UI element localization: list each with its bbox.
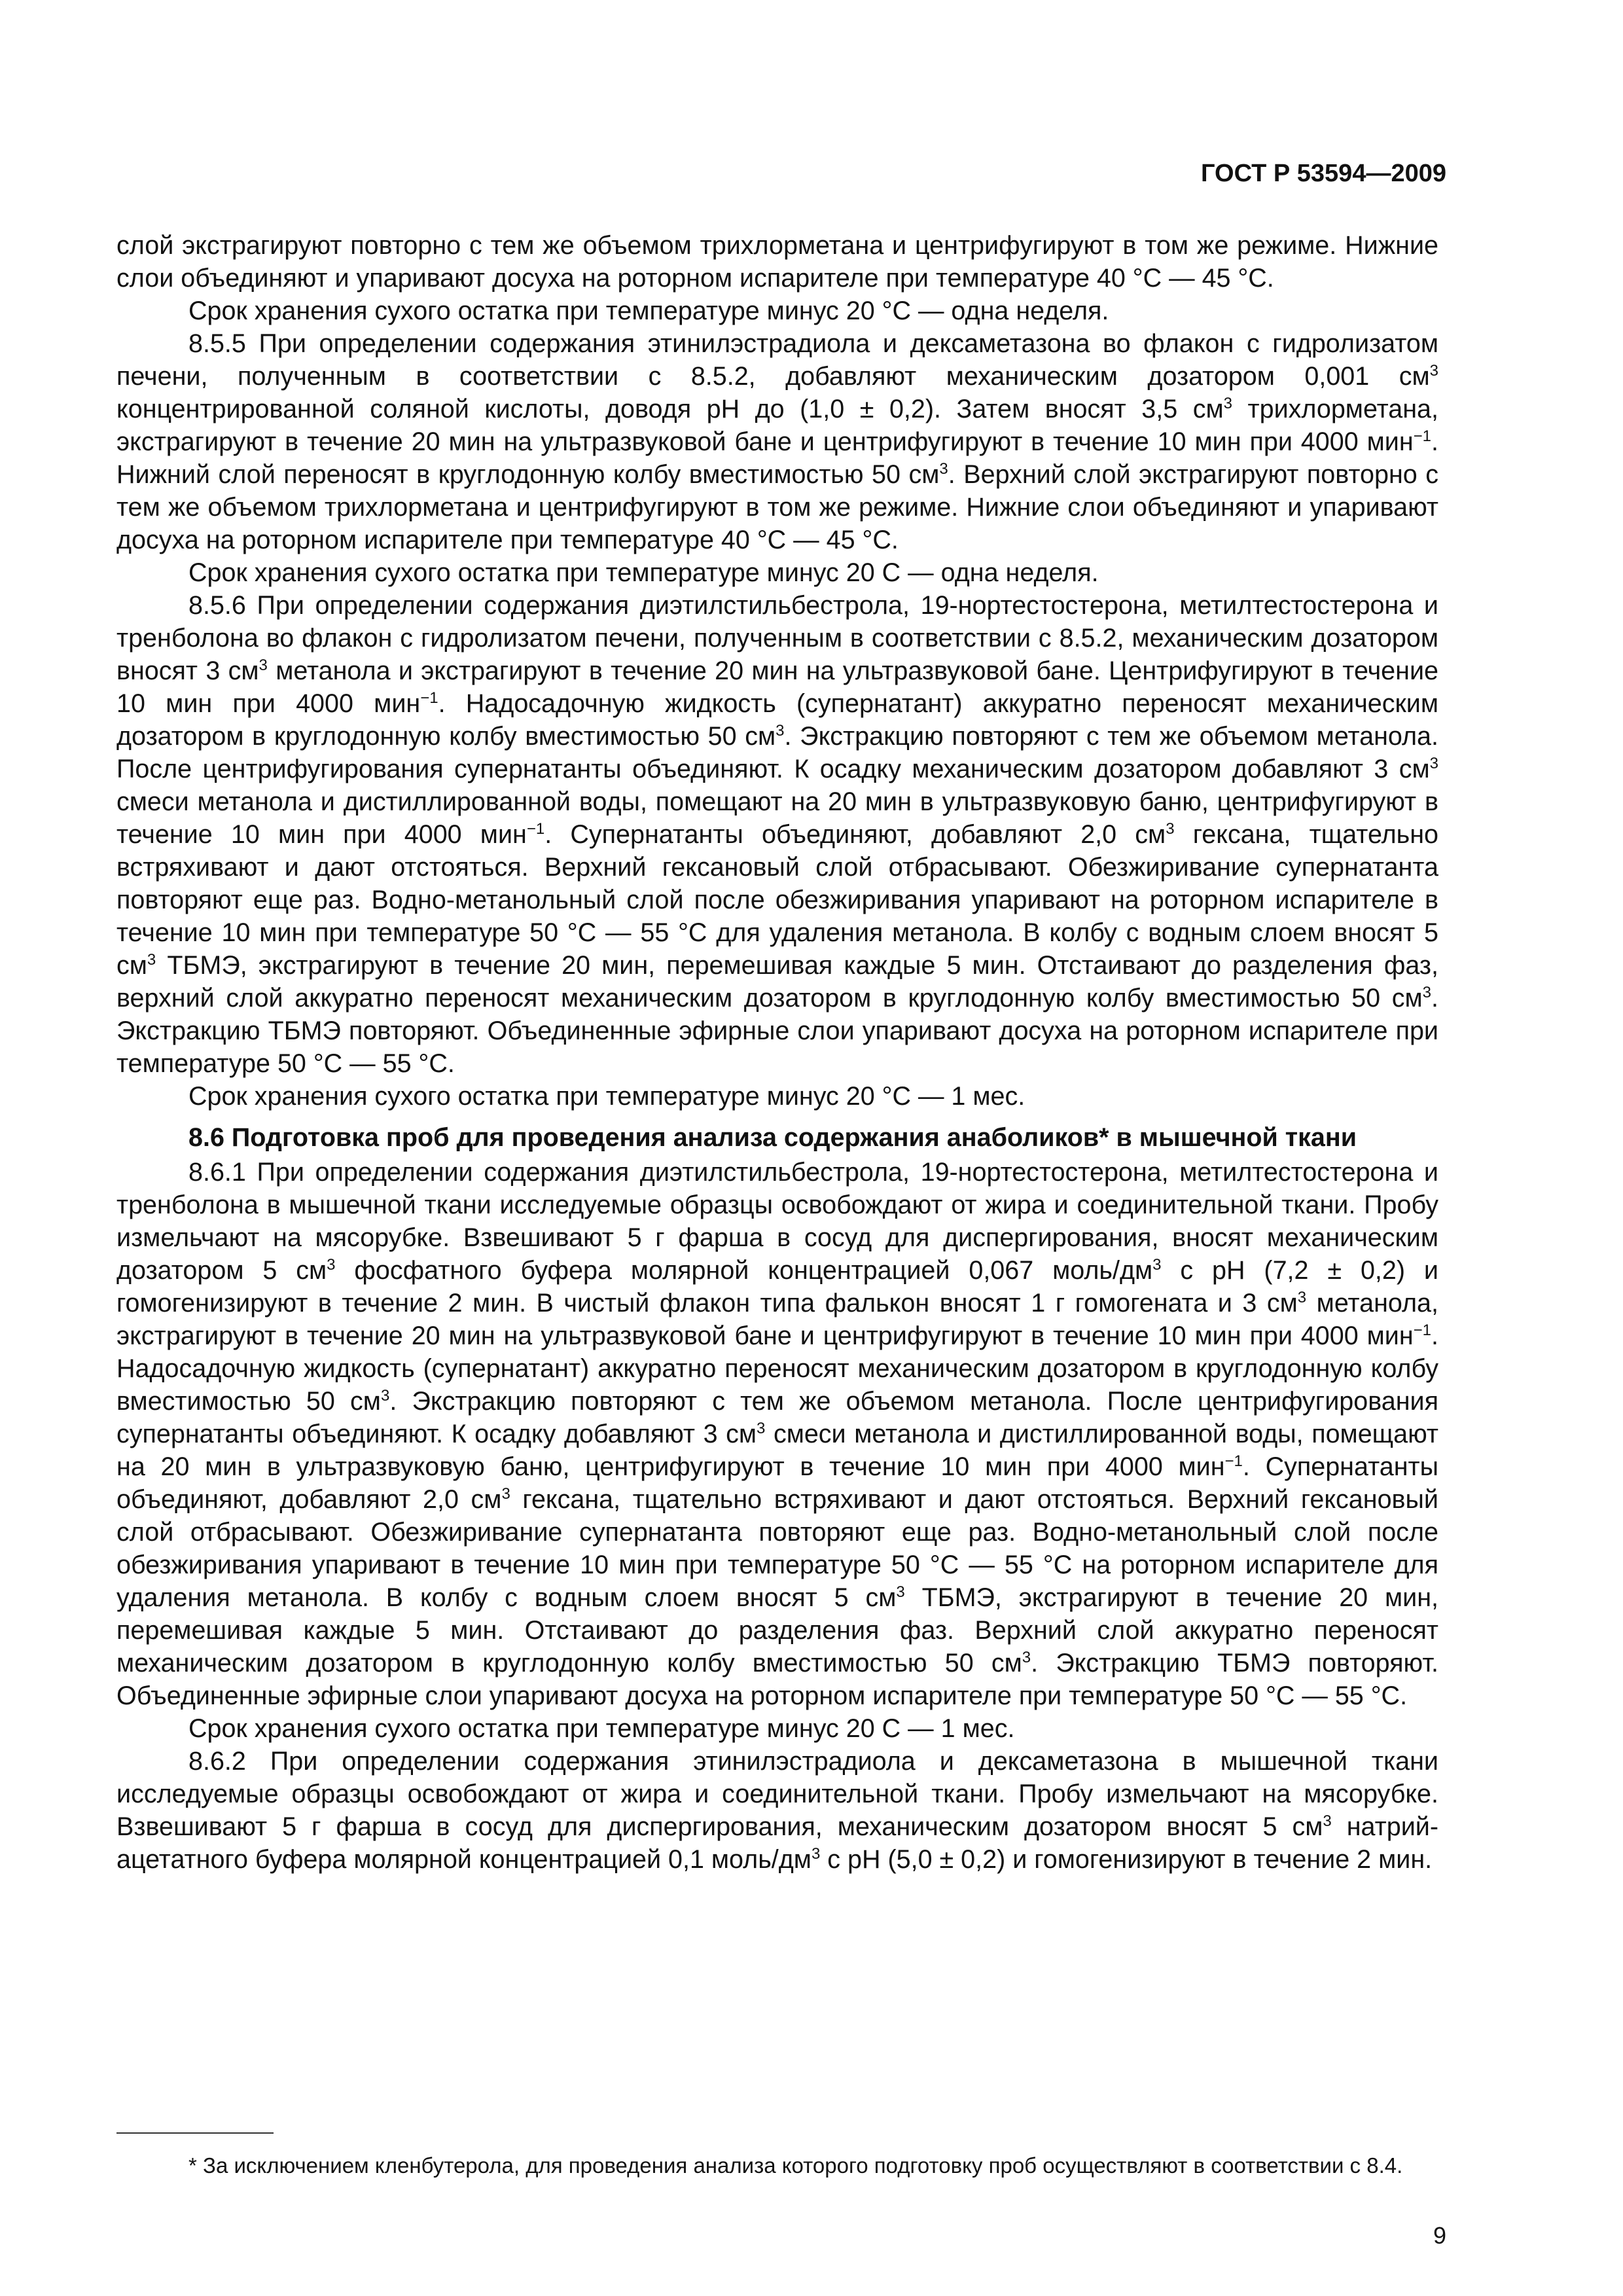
section-heading-8-6: 8.6 Подготовка проб для проведения анализа содержания анаболиков* в мышечной ткани xyxy=(188,1123,1357,1152)
storage-note: Срок хранения сухого остатка при температуре минус 20 С — одна неделя. xyxy=(188,558,1099,587)
clause-8-5-6: 8.5.6 При определении содержания диэтилстильбестрола, 19-нортестостерона, метилтестостерона и тренболона во флакон с гидролизатом печени, полученным в соответствии с 8.5.2, механическим дозатором вносят 3 $см^3$ метанола и экстрагируют в течение 20 мин на ультразвуковой бане. Центрифугируют в течение 10 мин при 4000 мин$^{-1}$. Надосадочную жидкость (супернатант) аккуратно переносят механическим дозатором в круглодонную колбу вместимостью 50 $см^3$. Экстракцию повторяют с тем же объемом метанола. После центрифугирования супернатанты объединяют. К осадку механическим дозатором добавляют 3 $см^3$ смеси метанола и дистиллированной воды, помещают на 20 мин в ультразвуковую баню, центрифугируют в течение 10 мин при 4000 мин$^{-1}$. Супернатанты объединяют, добавляют 2,0 $см^3$ гексана, тщательно встряхивают и дают отстояться. Верхний гексановый слой отбрасывают. Обезжиривание супернатанта повторяют еще раз. Водно-метанольный слой после обезжиривания упаривают на роторном испарителе в течение 10 мин при температуре 50 °C — 55 °C для удаления метанола. В колбу с водным слоем вносят 5 $см^3$ ТБМЭ, экстрагируют в течение 20 мин, перемешивая каждые 5 мин. Отстаивают до разделения фаз, верхний слой аккуратно переносят механическим дозатором в круглодонную колбу вместимостью 50 $см^3$. Экстракцию ТБМЭ повторяют. Объединенные эфирные слои упаривают досуха на роторном испарителе при температуре 50 °C — 55 °C. xyxy=(116,591,1439,1078)
storage-note: Срок хранения сухого остатка при температуре минус 20 °C — одна неделя. xyxy=(188,296,1109,325)
clause-8-5-5: 8.5.5 При определении содержания этинилэстрадиола и дексаметазона во флакон с гидролизатом печени, полученным в соответствии с 8.5.2, добавляют механическим дозатором 0,001 $см^3$ концентрированной соляной кислоты, доводя pH до (1,0 ± 0,2). Затем вносят 3,5 $см^3$ трихлорметана, экстрагируют в течение 20 мин на ультразвуковой бане и центрифугируют в течение 10 мин при 4000 мин$^{-1}$. Нижний слой переносят в круглодонную колбу вместимостью 50 $см^3$. Верхний слой экстрагируют повторно с тем же объемом трихлорметана и центрифугируют в том же режиме. Нижние слои объединяют и упаривают досуха на роторном испарителе при температуре 40 °C — 45 °C. xyxy=(116,329,1438,554)
document-body xyxy=(116,229,1438,1876)
page-number: 9 xyxy=(1433,2222,1446,2249)
clause-8-6-1: 8.6.1 При определении содержания диэтилстильбестрола, 19-нортестостерона, метилтестостерона и тренболона в мышечной ткани исследуемые образцы освобождают от жира и соединительной ткани. Пробу измельчают на мясорубке. Взвешивают 5 г фарша в сосуд для диспергирования, вносят механическим дозатором 5 $см^3$ фосфатного буфера молярной концентрацией 0,067 моль/$дм^3$ с pH (7,2 ± 0,2) и гомогенизируют в течение 2 мин. В чистый флакон типа фалькон вносят 1 г гомогената и 3 $см^3$ метанола, экстрагируют в течение 20 мин на ультразвуковой бане и центрифугируют в течение 10 мин при 4000 мин$^{-1}$. Надосадочную жидкость (супернатант) аккуратно переносят механическим дозатором в круглодонную колбу вместимостью 50 $см^3$. Экстракцию повторяют с тем же объемом метанола. После центрифугирования супернатанты объединяют. К осадку добавляют 3 $см^3$ смеси метанола и дистиллированной воды, помещают на 20 мин в ультразвуковую баню, центрифугируют в течение 10 мин при 4000 мин$^{-1}$. Супернатанты объединяют, добавляют 2,0 $см^3$ гексана, тщательно встряхивают и дают отстояться. Верхний гексановый слой отбрасывают. Обезжиривание супернатанта повторяют еще раз. Водно-метанольный слой после обезжиривания упаривают в течение 10 мин при температуре 50 °C — 55 °C на роторном испарителе для удаления метанола. В колбу с водным слоем вносят 5 $см^3$ ТБМЭ, экстрагируют в течение 20 мин, перемешивая каждые 5 мин. Отстаивают до разделения фаз. Верхний слой аккуратно переносят механическим дозатором в круглодонную колбу вместимостью 50 $см^3$. Экстракцию ТБМЭ повторяют. Объединенные эфирные слои упаривают досуха на роторном испарителе при температуре 50 °C — 55 °C. xyxy=(116,1158,1439,1710)
storage-note: Срок хранения сухого остатка при температуре минус 20 °C — 1 мес. xyxy=(188,1082,1026,1111)
footnote: * За исключением кленбутерола, для проведения анализа которого подготовку проб осуществляют в соответствии с 8.4. xyxy=(188,2153,1403,2178)
document-header: ГОСТ Р 53594—2009 xyxy=(1201,160,1446,187)
storage-note: Срок хранения сухого остатка при температуре минус 20 С — 1 мес. xyxy=(188,1714,1015,1743)
footnote-divider xyxy=(116,2132,274,2134)
clause-8-6-2: 8.6.2 При определении содержания этинилэстрадиола и дексаметазона в мышечной ткани исследуемые образцы освобождают от жира и соединительной ткани. Пробу измельчают на мясорубке. Взвешивают 5 г фарша в сосуд для диспергирования, механическим дозатором вносят 5 $см^3$ натрий-ацетатного буфера молярной концентрацией 0,1 моль/$дм^3$ с pH (5,0 ± 0,2) и гомогенизируют в течение 2 мин. xyxy=(116,1747,1438,1874)
paragraph-continuation: слой экстрагируют повторно с тем же объемом трихлорметана и центрифугируют в том же режиме. Нижние слои объединяют и упаривают досуха на роторном испарителе при температуре 40 °C — 45 °C. xyxy=(116,231,1438,293)
